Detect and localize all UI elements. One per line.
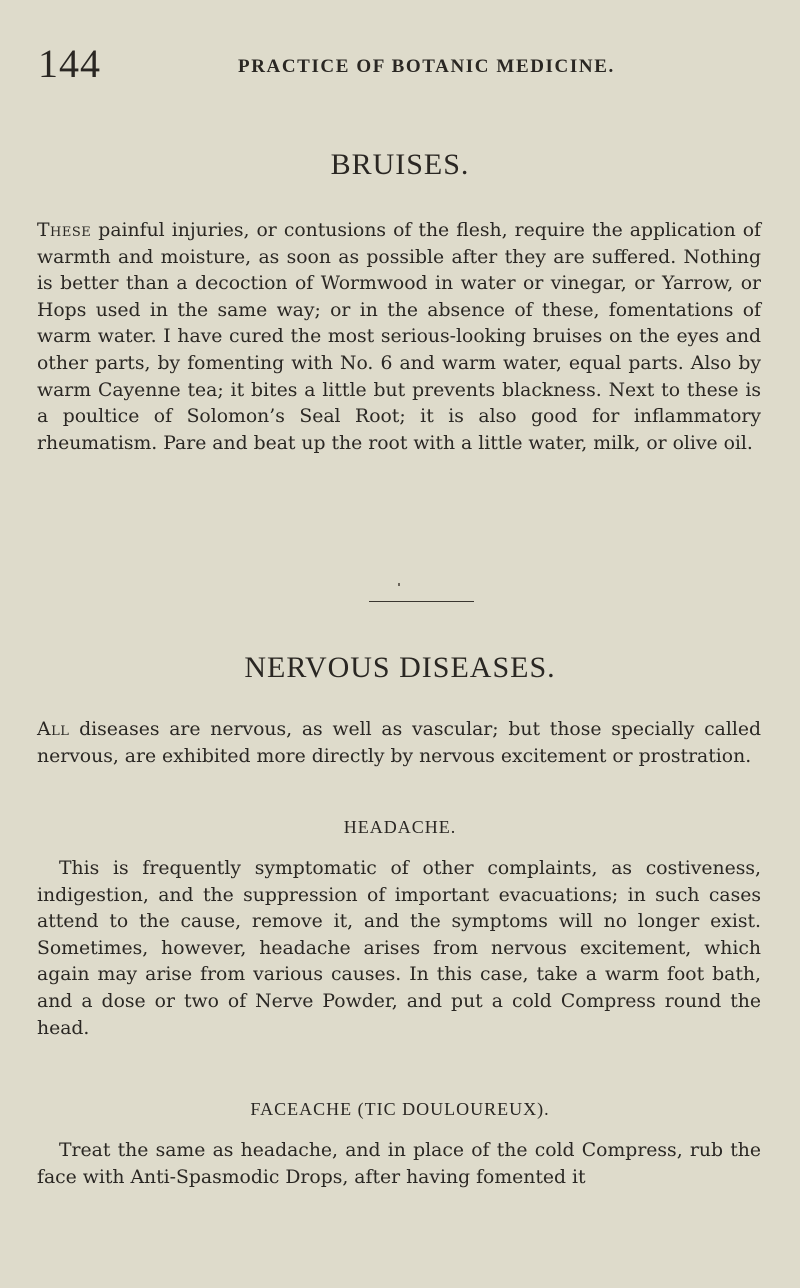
headache-body: This is frequently symptomatic of other complaints, as costiveness, indigestion, and the suppression of important evacuations; in such cases attend to the cause, remove it, and the symptoms will no longer exist. Sometimes, however, headache arises from nervous excitement, which again may arise from various causes. In this case, take a warm foot bath, and a dose or two of Nerve Powder, and put a cold Compress round the head. (37, 858, 761, 1039)
section-divider (369, 601, 474, 602)
bruises-body: painful injuries, or contusions of the flesh, require the application of warmth and moisture, as soon as possible after they are suffered. Nothing is better than a decoction of Wormwood in water or vinegar, or Yarrow, or Hops used in the same way; or in the absence of these, fomentations of warm water. I have cured the most serious-looking bruises on the eyes and other parts, by fomenting with No. 6 and warm water, equal parts. Also by warm Cayenne tea; it bites a little but prevents blackness. Next to these is a poultice of Solomon’s Seal Root; it is also good for inflammatory rheumatism. Pare and beat up the root with a little water, milk, or olive oil. (37, 220, 761, 454)
bruises-lead-word: These (37, 220, 92, 241)
faceache-heading: FACEACHE (TIC DOULOUREUX). (250, 1099, 550, 1119)
headache-paragraph (37, 856, 761, 1042)
page-number: 144 (38, 41, 101, 86)
nervous-diseases-lead-word: All (37, 719, 70, 740)
nervous-diseases-heading: NERVOUS DISEASES. (244, 651, 556, 684)
nervous-diseases-paragraph (37, 717, 761, 770)
faceache-paragraph (37, 1138, 761, 1191)
headache-heading: HEADACHE. (343, 817, 457, 837)
faceache-body: Treat the same as headache, and in place of the cold Compress, rub the face with Anti-Spasmodic Drops, after having fomented it (37, 1140, 761, 1188)
bruises-paragraph (37, 218, 761, 457)
print-speck (398, 583, 400, 586)
running-head (38, 41, 758, 86)
bruises-heading: BRUISES. (330, 148, 470, 181)
nervous-diseases-body: diseases are nervous, as well as vascular; but those specially called nervous, are exhibited more directly by nervous excitement or prostration. (37, 719, 761, 767)
running-title: PRACTICE OF BOTANIC MEDICINE. (238, 56, 615, 77)
